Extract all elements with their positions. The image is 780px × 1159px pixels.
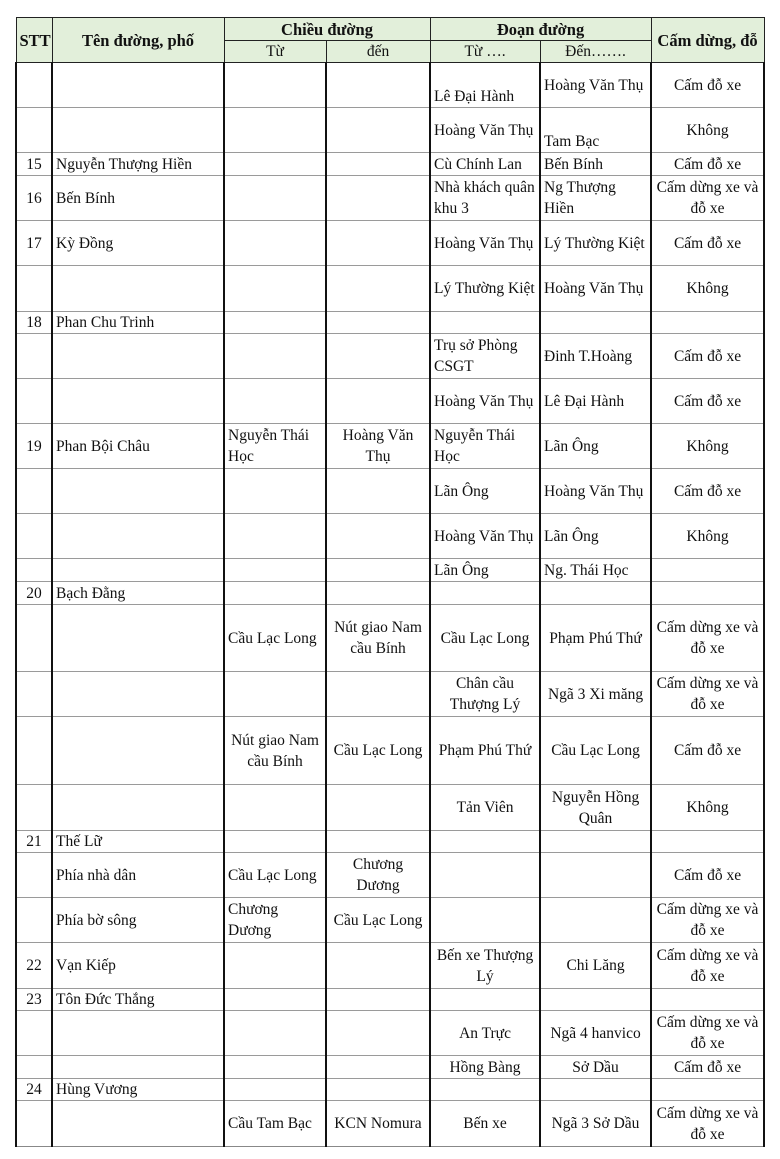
street-name-cell: Bến Bính: [52, 176, 224, 221]
direction-to-cell: [326, 63, 430, 108]
restriction-cell: [651, 989, 764, 1011]
header-direction-to: đến: [326, 41, 430, 63]
stt-cell: 23: [16, 989, 52, 1011]
stt-cell: 22: [16, 943, 52, 989]
segment-from-cell: Lãn Ông: [430, 469, 540, 514]
direction-from-cell: [224, 469, 326, 514]
direction-from-cell: [224, 785, 326, 831]
segment-from-cell: [430, 831, 540, 853]
street-name-cell: [52, 108, 224, 153]
restriction-cell: Cấm dừng xe và đỗ xe: [651, 176, 764, 221]
table-row: [16, 334, 764, 379]
direction-to-cell: Cầu Lạc Long: [326, 717, 430, 785]
direction-to-cell: Nút giao Nam cầu Bính: [326, 605, 430, 672]
stt-cell: [16, 379, 52, 424]
direction-to-cell: [326, 266, 430, 312]
segment-from-cell: Chân cầu Thượng Lý: [430, 672, 540, 717]
direction-from-cell: [224, 379, 326, 424]
segment-from-cell: Bến xe: [430, 1101, 540, 1147]
restriction-cell: Cấm dừng xe và đỗ xe: [651, 672, 764, 717]
segment-from-cell: Nguyễn Thái Học: [430, 424, 540, 469]
segment-from-cell: Lê Đại Hành: [430, 63, 540, 108]
direction-from-cell: [224, 63, 326, 108]
stt-cell: [16, 672, 52, 717]
direction-from-cell: [224, 153, 326, 176]
header-direction-group: Chiều đường: [224, 18, 430, 41]
segment-from-cell: [430, 582, 540, 605]
header-segment-group: Đoạn đường: [430, 18, 651, 41]
direction-to-cell: [326, 469, 430, 514]
stt-cell: [16, 1101, 52, 1147]
street-name-cell: Phan Bội Châu: [52, 424, 224, 469]
street-name-cell: [52, 266, 224, 312]
direction-to-cell: Chương Dương: [326, 853, 430, 898]
street-name-cell: Kỳ Đồng: [52, 221, 224, 266]
direction-from-cell: Nguyễn Thái Học: [224, 424, 326, 469]
street-name-cell: [52, 514, 224, 559]
street-name-cell: Vạn Kiếp: [52, 943, 224, 989]
table-row: [16, 1056, 764, 1079]
restriction-cell: Cấm đỗ xe: [651, 717, 764, 785]
direction-to-cell: [326, 1011, 430, 1056]
segment-from-cell: Cầu Lạc Long: [430, 605, 540, 672]
direction-from-cell: [224, 672, 326, 717]
table-row: [16, 672, 764, 717]
segment-to-cell: [540, 312, 651, 334]
direction-to-cell: [326, 582, 430, 605]
stt-cell: 16: [16, 176, 52, 221]
direction-from-cell: Chương Dương: [224, 898, 326, 943]
segment-from-cell: [430, 1079, 540, 1101]
street-name-cell: [52, 1056, 224, 1079]
direction-from-cell: [224, 831, 326, 853]
direction-to-cell: KCN Nomura: [326, 1101, 430, 1147]
direction-from-cell: [224, 559, 326, 582]
header-stt: STT: [16, 18, 52, 63]
segment-from-cell: Tản Viên: [430, 785, 540, 831]
direction-to-cell: [326, 514, 430, 559]
header-segment-to: Đến…….: [540, 41, 651, 63]
stt-cell: 18: [16, 312, 52, 334]
restriction-cell: Cấm đỗ xe: [651, 379, 764, 424]
direction-to-cell: Cầu Lạc Long: [326, 898, 430, 943]
direction-to-cell: [326, 379, 430, 424]
direction-from-cell: [224, 1056, 326, 1079]
direction-from-cell: Cầu Lạc Long: [224, 605, 326, 672]
restriction-cell: [651, 1079, 764, 1101]
direction-from-cell: [224, 514, 326, 559]
table-row: [16, 312, 764, 334]
direction-from-cell: Nút giao Nam cầu Bính: [224, 717, 326, 785]
street-name-cell: [52, 469, 224, 514]
table-row: [16, 559, 764, 582]
direction-from-cell: [224, 989, 326, 1011]
segment-to-cell: [540, 831, 651, 853]
segment-to-cell: Sở Dầu: [540, 1056, 651, 1079]
segment-to-cell: Hoàng Văn Thụ: [540, 63, 651, 108]
restriction-cell: Cấm dừng xe và đỗ xe: [651, 605, 764, 672]
street-name-cell: Bạch Đằng: [52, 582, 224, 605]
restriction-cell: [651, 559, 764, 582]
direction-to-cell: [326, 153, 430, 176]
table-row: [16, 1079, 764, 1101]
restriction-cell: Cấm đỗ xe: [651, 334, 764, 379]
direction-from-cell: [224, 334, 326, 379]
street-name-cell: [52, 334, 224, 379]
stt-cell: [16, 108, 52, 153]
direction-from-cell: Cầu Lạc Long: [224, 853, 326, 898]
restriction-cell: Không: [651, 266, 764, 312]
header-restriction: Cấm dừng, đỗ: [651, 18, 764, 63]
stt-cell: [16, 63, 52, 108]
restriction-cell: Không: [651, 514, 764, 559]
segment-from-cell: Hoàng Văn Thụ: [430, 379, 540, 424]
parking-restriction-table: [15, 17, 765, 1147]
stt-cell: [16, 1011, 52, 1056]
street-name-cell: [52, 785, 224, 831]
table-row: [16, 108, 764, 153]
direction-from-cell: [224, 312, 326, 334]
stt-cell: 24: [16, 1079, 52, 1101]
stt-cell: 21: [16, 831, 52, 853]
street-name-cell: [52, 605, 224, 672]
segment-to-cell: Chi Lăng: [540, 943, 651, 989]
direction-from-cell: [224, 1011, 326, 1056]
table-row: [16, 717, 764, 785]
restriction-cell: Cấm dừng xe và đỗ xe: [651, 898, 764, 943]
segment-to-cell: Ngã 3 Xi măng: [540, 672, 651, 717]
street-name-cell: [52, 379, 224, 424]
table-row: [16, 1011, 764, 1056]
direction-from-cell: [224, 1079, 326, 1101]
restriction-cell: Cấm dừng xe và đỗ xe: [651, 1011, 764, 1056]
segment-to-cell: Hoàng Văn Thụ: [540, 266, 651, 312]
header-direction-from: Từ: [224, 41, 326, 63]
restriction-cell: [651, 831, 764, 853]
segment-to-cell: [540, 853, 651, 898]
direction-to-cell: [326, 108, 430, 153]
restriction-cell: Cấm đỗ xe: [651, 469, 764, 514]
segment-to-cell: Hoàng Văn Thụ: [540, 469, 651, 514]
segment-to-cell: Đinh T.Hoàng: [540, 334, 651, 379]
direction-from-cell: [224, 221, 326, 266]
table-row: [16, 266, 764, 312]
direction-to-cell: [326, 312, 430, 334]
restriction-cell: Không: [651, 108, 764, 153]
segment-from-cell: [430, 989, 540, 1011]
segment-to-cell: [540, 989, 651, 1011]
direction-to-cell: [326, 831, 430, 853]
direction-to-cell: [326, 672, 430, 717]
stt-cell: 17: [16, 221, 52, 266]
table-row: [16, 785, 764, 831]
direction-from-cell: [224, 108, 326, 153]
table-row: [16, 582, 764, 605]
direction-to-cell: [326, 559, 430, 582]
street-name-cell: Nguyễn Thượng Hiền: [52, 153, 224, 176]
segment-to-cell: [540, 1079, 651, 1101]
segment-from-cell: Hoàng Văn Thụ: [430, 108, 540, 153]
table-row: [16, 514, 764, 559]
segment-to-cell: Bến Bính: [540, 153, 651, 176]
segment-to-cell: Cầu Lạc Long: [540, 717, 651, 785]
table-row: [16, 176, 764, 221]
stt-cell: [16, 785, 52, 831]
street-name-cell: Phía nhà dân: [52, 853, 224, 898]
stt-cell: [16, 514, 52, 559]
stt-cell: [16, 898, 52, 943]
table-row: [16, 63, 764, 108]
segment-to-cell: Nguyễn Hồng Quân: [540, 785, 651, 831]
direction-to-cell: [326, 989, 430, 1011]
table-body: [16, 63, 764, 1147]
table-row: [16, 153, 764, 176]
restriction-cell: [651, 582, 764, 605]
segment-to-cell: Ngã 4 hanvico: [540, 1011, 651, 1056]
direction-to-cell: [326, 334, 430, 379]
restriction-cell: Cấm đỗ xe: [651, 153, 764, 176]
stt-cell: [16, 853, 52, 898]
table-row: [16, 469, 764, 514]
restriction-cell: Không: [651, 424, 764, 469]
stt-cell: [16, 334, 52, 379]
street-name-cell: Phía bờ sông: [52, 898, 224, 943]
segment-to-cell: Ng Thượng Hiền: [540, 176, 651, 221]
segment-from-cell: Trụ sở Phòng CSGT: [430, 334, 540, 379]
direction-to-cell: [326, 785, 430, 831]
segment-to-cell: [540, 582, 651, 605]
segment-to-cell: Lê Đại Hành: [540, 379, 651, 424]
direction-to-cell: Hoàng Văn Thụ: [326, 424, 430, 469]
segment-from-cell: Hoàng Văn Thụ: [430, 221, 540, 266]
header-segment-from: Từ ….: [430, 41, 540, 63]
stt-cell: 15: [16, 153, 52, 176]
table-row: [16, 853, 764, 898]
segment-from-cell: Bến xe Thượng Lý: [430, 943, 540, 989]
segment-to-cell: Ngã 3 Sở Dầu: [540, 1101, 651, 1147]
header-street-name: Tên đường, phố: [52, 18, 224, 63]
direction-from-cell: [224, 176, 326, 221]
segment-to-cell: Lãn Ông: [540, 424, 651, 469]
direction-to-cell: [326, 221, 430, 266]
street-name-cell: Hùng Vương: [52, 1079, 224, 1101]
segment-to-cell: Lý Thường Kiệt: [540, 221, 651, 266]
restriction-cell: Không: [651, 785, 764, 831]
street-name-cell: Phan Chu Trinh: [52, 312, 224, 334]
table-row: [16, 221, 764, 266]
segment-from-cell: Lãn Ông: [430, 559, 540, 582]
segment-to-cell: Phạm Phú Thứ: [540, 605, 651, 672]
direction-from-cell: [224, 943, 326, 989]
table-row: [16, 943, 764, 989]
table-row: [16, 605, 764, 672]
segment-to-cell: Lãn Ông: [540, 514, 651, 559]
stt-cell: 20: [16, 582, 52, 605]
street-name-cell: [52, 1011, 224, 1056]
table-row: [16, 1101, 764, 1147]
restriction-cell: Cấm dừng xe và đỗ xe: [651, 1101, 764, 1147]
stt-cell: [16, 717, 52, 785]
restriction-cell: Cấm đỗ xe: [651, 1056, 764, 1079]
segment-to-cell: Tam Bạc: [540, 108, 651, 153]
segment-from-cell: [430, 898, 540, 943]
restriction-cell: Cấm đỗ xe: [651, 853, 764, 898]
table-row: [16, 898, 764, 943]
restriction-cell: Cấm đỗ xe: [651, 221, 764, 266]
street-name-cell: Tôn Đức Thắng: [52, 989, 224, 1011]
stt-cell: [16, 559, 52, 582]
restriction-cell: Cấm dừng xe và đỗ xe: [651, 943, 764, 989]
segment-from-cell: Hồng Bàng: [430, 1056, 540, 1079]
segment-from-cell: Nhà khách quân khu 3: [430, 176, 540, 221]
street-name-cell: Thế Lữ: [52, 831, 224, 853]
direction-from-cell: [224, 266, 326, 312]
direction-to-cell: [326, 176, 430, 221]
direction-from-cell: [224, 582, 326, 605]
street-name-cell: [52, 672, 224, 717]
direction-to-cell: [326, 1056, 430, 1079]
stt-cell: [16, 469, 52, 514]
segment-from-cell: Lý Thường Kiệt: [430, 266, 540, 312]
segment-to-cell: [540, 898, 651, 943]
segment-from-cell: [430, 312, 540, 334]
restriction-cell: Cấm đỗ xe: [651, 63, 764, 108]
stt-cell: [16, 1056, 52, 1079]
stt-cell: 19: [16, 424, 52, 469]
table-header: [16, 18, 764, 63]
street-name-cell: [52, 717, 224, 785]
segment-to-cell: Ng. Thái Học: [540, 559, 651, 582]
street-name-cell: [52, 1101, 224, 1147]
table-row: [16, 831, 764, 853]
restriction-cell: [651, 312, 764, 334]
table-row: [16, 379, 764, 424]
direction-to-cell: [326, 943, 430, 989]
segment-from-cell: Hoàng Văn Thụ: [430, 514, 540, 559]
segment-from-cell: [430, 853, 540, 898]
segment-from-cell: Cù Chính Lan: [430, 153, 540, 176]
table-row: [16, 989, 764, 1011]
table-row: [16, 424, 764, 469]
segment-from-cell: Phạm Phú Thứ: [430, 717, 540, 785]
direction-from-cell: Cầu Tam Bạc: [224, 1101, 326, 1147]
segment-from-cell: An Trực: [430, 1011, 540, 1056]
direction-to-cell: [326, 1079, 430, 1101]
street-name-cell: [52, 63, 224, 108]
street-name-cell: [52, 559, 224, 582]
stt-cell: [16, 266, 52, 312]
stt-cell: [16, 605, 52, 672]
